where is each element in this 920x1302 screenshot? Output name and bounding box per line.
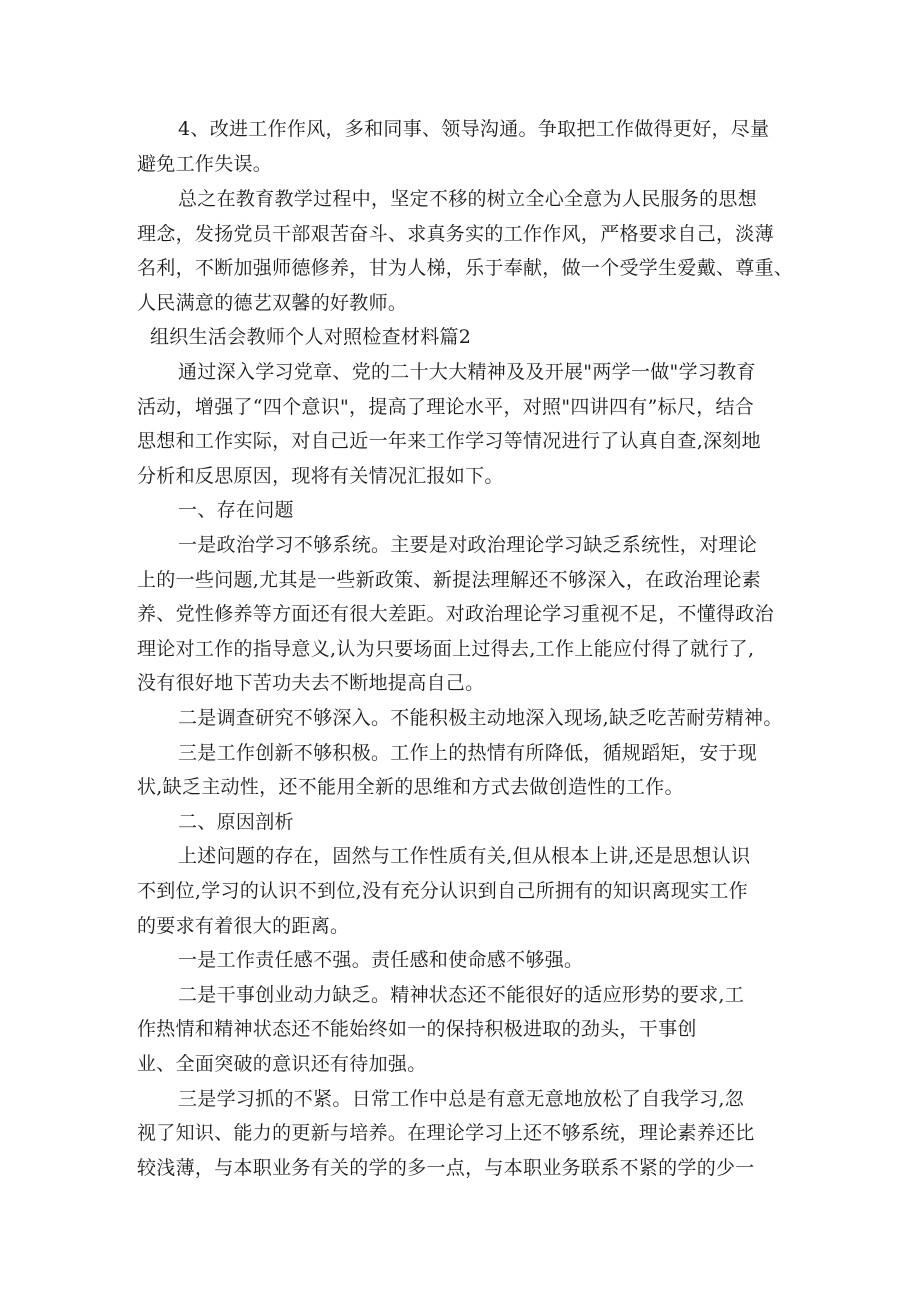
text-line: 上述问题的存在，固然与工作性质有关,但从根本上讲,还是思想认识 (178, 845, 751, 867)
text-line: 三是工作创新不够积极。工作上的热情有所降低，循规蹈矩，安于现 (178, 742, 758, 764)
text-line: 理念，发扬党员干部艰苦奋斗、求真务实的工作作风，严格要求自己，淡薄 (137, 223, 774, 245)
text-line: 活动，增强了“四个意识"，提高了理论水平，对照"四讲四有”标尺，结合 (137, 396, 755, 418)
text-line: 思想和工作实际，对自己近一年来工作学习等情况进行了认真自查,深刻地 (137, 430, 761, 452)
text-line: 人民满意的德艺双馨的好教师。 (137, 292, 408, 314)
text-line: 作热情和精神状态还不能始终如一的保持积极进取的劲头，干事创 (137, 1018, 697, 1040)
text-line: 4、改进工作作风，多和同事、领导沟通。争取把工作做得更好，尽量 (178, 118, 770, 140)
text-line: 较浅薄，与本职业务有关的学的多一点，与本职业务联系不紧的学的少一 (137, 1157, 755, 1179)
text-line: 的要求有着很大的距离。 (137, 915, 350, 937)
text-line: 通过深入学习党章、党的二十大大精神及及开展"两学一做"学习教育 (178, 361, 756, 383)
subheading: 一、存在问题 (178, 499, 294, 521)
text-line: 业、全面突破的意识还有待加强。 (137, 1053, 427, 1075)
text-line: 上的一些问题,尤其是一些新政策、新提法理解还不够深入，在政治理论素 (137, 569, 761, 591)
text-line: 分析和反思原因，现将有关情况汇报如下。 (137, 465, 504, 487)
section-heading: 组织生活会教师个人对照检查材料篇2 (150, 326, 472, 348)
text-line: 没有很好地下苦功夫去不断地提高自己。 (137, 672, 485, 694)
text-line: 理论对工作的指导意义,认为只要场面上过得去,工作上能应付得了就行了, (137, 638, 755, 660)
text-line: 三是学习抓的不紧。日常工作中总是有意无意地放松了自我学习,忽 (178, 1088, 745, 1110)
text-line: 一是工作责任感不强。责任感和使命感不够强。 (178, 949, 584, 971)
text-line: 视了知识、能力的更新与培养。在理论学习上还不够系统，理论素养还比 (137, 1122, 755, 1144)
subheading: 二、原因剖析 (178, 811, 294, 833)
text-line: 养、党性修养等方面还有很大差距。对政治理论学习重视不足，不懂得政治 (137, 603, 774, 625)
text-line: 总之在教育教学过程中，坚定不移的树立全心全意为人民服务的思想 (178, 188, 758, 210)
text-line: 二是调查研究不够深入。不能积极主动地深入现场,缺乏吃苦耐劳精神。 (178, 707, 783, 729)
text-line: 名利，不断加强师德修养，甘为人梯，乐于奉献，做一个受学生爱戴、尊重、 (137, 257, 794, 279)
text-line: 状,缺乏主动性，还不能用全新的思维和方式去做创造性的工作。 (137, 776, 684, 798)
text-line: 一是政治学习不够系统。主要是对政治理论学习缺乏系统性，对理论 (178, 534, 758, 556)
text-line: 不到位,学习的认识不到位,没有充分认识到自己所拥有的知识离现实工作 (137, 880, 748, 902)
text-line: 避免工作失误。 (137, 153, 273, 175)
text-line: 二是干事创业动力缺乏。精神状态还不能很好的适应形势的要求,工 (178, 984, 745, 1006)
